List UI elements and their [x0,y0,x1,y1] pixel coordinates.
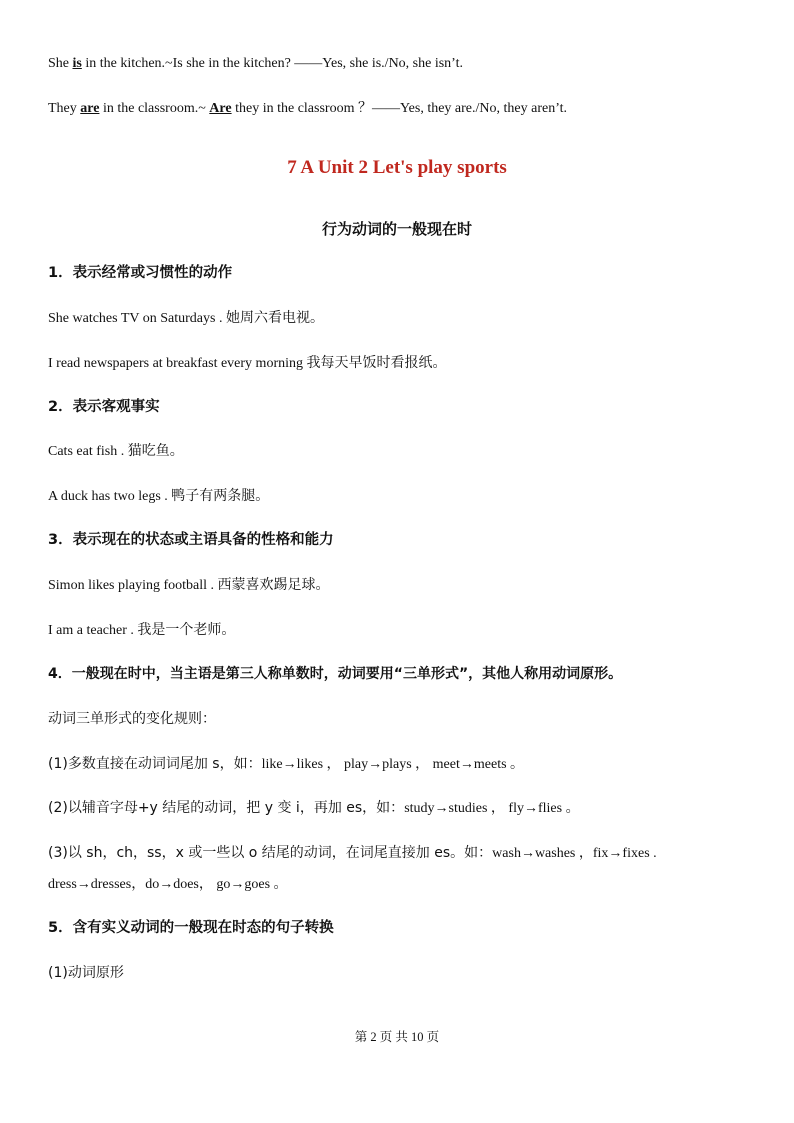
point-4-heading: 4．一般现在时中，当主语是第三人称单数时，动词要用“三单形式”，其他人称用动词原形。 [48,666,623,682]
point-3-example-1: Simon likes playing football . 西蒙喜欢踢足球。 [48,577,330,593]
underlined-are: are [80,101,100,116]
rule-1: (1)多数直接在动词词尾加 s，如：like→likes ， play→plays ， meet→meets 。 [48,756,525,772]
point-3-heading: 3．表示现在的状态或主语具备的性格和能力 [48,532,334,548]
unit-title: 7 A Unit 2 Let's play sports [287,157,507,178]
point-5-heading: 5．含有实义动词的一般现在时态的句子转换 [48,920,334,936]
point-1-heading: 1．表示经常或习惯性的动作 [48,265,233,281]
rule-3: (3)以 sh，ch，ss，x 或一些以 o 结尾的动词，在词尾直接加 es。如：wash→washes ，fix→fixes . dress→dresses，do→does， go→goes 。 [48,845,657,892]
point-2-example-1: Cats eat fish . 猫吃鱼。 [48,443,184,459]
intro-line-2: They are in the classroom.~ Are they in the classroom ？——Yes, they are./No, they aren’t. [48,101,568,116]
point-1-example-1: She watches TV on Saturdays . 她周六看电视。 [48,310,324,326]
intro-line-1: She is in the kitchen.~Is she in the kitchen? ——Yes, she is./No, she isn’t. [48,56,463,71]
point-4-intro: 动词三单形式的变化规则： [48,711,216,727]
rule-2: (2)以辅音字母+y 结尾的动词，把 y 变 i，再加 es，如：study→studies ， fly→flies 。 [48,800,580,816]
underlined-is: is [72,56,82,71]
section-subtitle: 行为动词的一般现在时 [321,220,472,238]
point-2-example-2: A duck has two legs . 鸭子有两条腿。 [48,488,270,504]
page-footer: 第 2 页 共 10 页 [354,1030,440,1044]
point-1-example-2: I read newspapers at breakfast every morning 我每天早饭时看报纸。 [48,355,447,371]
underlined-are-capital: Are [209,101,232,116]
point-5-item-1: (1)动词原形 [48,965,124,981]
point-2-heading: 2．表示客观事实 [48,399,160,415]
point-3-example-2: I am a teacher . 我是一个老师。 [48,622,236,638]
